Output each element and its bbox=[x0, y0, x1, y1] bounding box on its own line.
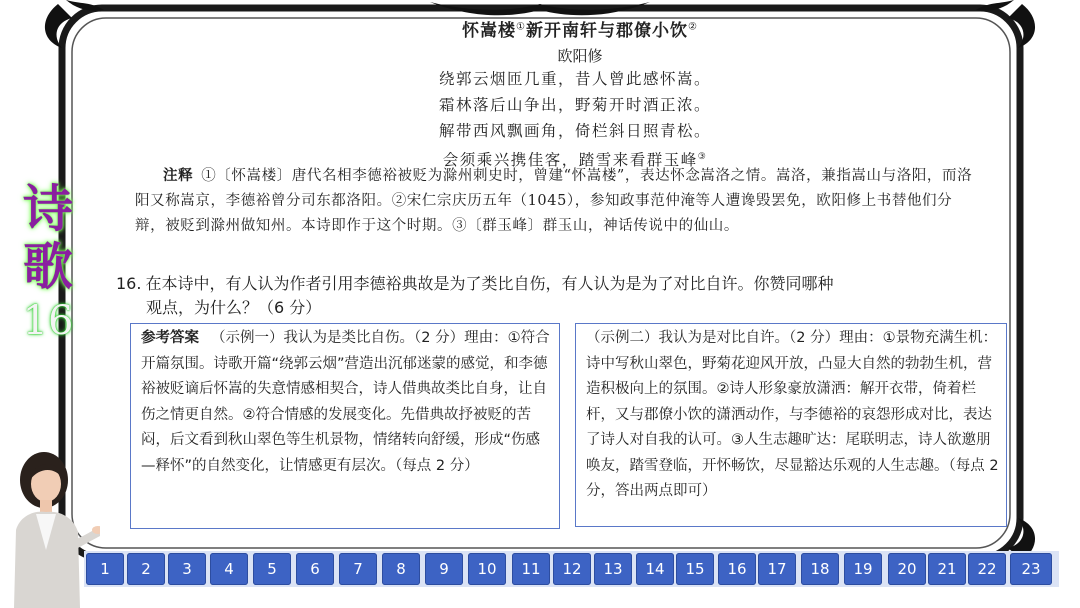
page-button-1[interactable]: 1 bbox=[86, 553, 124, 585]
page-button-23[interactable]: 23 bbox=[1010, 553, 1052, 585]
page-button-9[interactable]: 9 bbox=[425, 553, 463, 585]
answer-box-example-2 bbox=[575, 323, 1007, 527]
poem-title-note-2: ② bbox=[688, 21, 698, 33]
question-text-1: 在本诗中，有人认为作者引用李德裕典故是为了类比自伤，有人认为是为了对比自许。你赞同哪种 bbox=[145, 274, 834, 293]
page-button-5[interactable]: 5 bbox=[253, 553, 291, 585]
page-button-3[interactable]: 3 bbox=[168, 553, 206, 585]
page-button-22[interactable]: 22 bbox=[968, 553, 1006, 585]
poem-line-3: 解带西风飘画角，倚栏斜日照青松。 bbox=[438, 122, 711, 140]
page-button-20[interactable]: 20 bbox=[888, 553, 926, 585]
page-button-11[interactable]: 11 bbox=[512, 553, 550, 585]
page-button-6[interactable]: 6 bbox=[296, 553, 334, 585]
side-title bbox=[18, 180, 78, 346]
notes-label: 注释 bbox=[163, 168, 194, 184]
answer-1-text: （示例一）我认为是类比自伤。（2 分）理由：①符合开篇氛围。诗歌开篇“绕郭云烟”营造出沉郁迷蒙的感觉，和李德裕被贬谪后怀嵩的失意情感相契合，诗人借典故类比自身，让自伤之情更自然。②符合情感的发展变化。先借典故抒被贬的苦闷，后文看到秋山翠色等生机景物，情绪转向舒缓，形成“伤感—释怀”的自然变化，让情感更有层次。（每点 2 分） bbox=[141, 330, 550, 474]
page-button-14[interactable]: 14 bbox=[636, 553, 674, 585]
poem-title bbox=[200, 16, 960, 41]
question-number: 16. bbox=[116, 274, 142, 293]
poem-line-1: 绕郭云烟匝几重，昔人曾此感怀嵩。 bbox=[438, 70, 711, 88]
page-button-13[interactable]: 13 bbox=[594, 553, 632, 585]
page-button-8[interactable]: 8 bbox=[382, 553, 420, 585]
page-button-4[interactable]: 4 bbox=[210, 553, 248, 585]
question-text-2: 观点，为什么？（6 分） bbox=[146, 298, 322, 317]
page-button-21[interactable]: 21 bbox=[928, 553, 966, 585]
page-button-2[interactable]: 2 bbox=[127, 553, 165, 585]
notes-text: ①〔怀嵩楼〕唐代名相李德裕被贬为滁州刺史时，曾建“怀嵩楼”，表达怀念嵩洛之情。嵩洛，兼指嵩山与洛阳，而洛阳又称嵩京，李德裕曾分司东都洛阳。②宋仁宗庆历五年（1045），参知政事范仲淹等人遭谗毁罢免，欧阳修上书替他们分辩，被贬到滁州做知州。本诗即作于这个时期。③〔群玉峰〕群玉山，神话传说中的仙山。 bbox=[135, 168, 973, 234]
side-title-number: 16 bbox=[22, 298, 74, 344]
poem-block bbox=[120, 16, 960, 173]
page-button-19[interactable]: 19 bbox=[844, 553, 882, 585]
page-button-15[interactable]: 15 bbox=[676, 553, 714, 585]
page-button-7[interactable]: 7 bbox=[339, 553, 377, 585]
poem-line-4-note: ③ bbox=[697, 152, 708, 162]
answer-2-text: （示例二）我认为是对比自许。（2 分）理由：①景物充满生机：诗中写秋山翠色，野菊花迎风开放，凸显大自然的勃勃生机，营造积极向上的氛围。②诗人形象豪放潇洒：解开衣带，倚着栏杆，又与郡僚小饮的潇洒动作，与李德裕的哀怨形成对比，表达了诗人对自我的认可。③人生志趣旷达：尾联明志，诗人欲邀朋唤友，踏雪登临，开怀畅饮，尽显豁达乐观的人生志趣。（每点 2 分，答出两点即可） bbox=[586, 330, 999, 499]
page-button-12[interactable]: 12 bbox=[553, 553, 591, 585]
side-title-char-1: 诗 bbox=[23, 180, 73, 238]
poem-title-rest: 新开南轩与郡僚小饮 bbox=[526, 21, 688, 41]
poem-author: 欧阳修 bbox=[557, 47, 603, 65]
side-title-char-2: 歌 bbox=[23, 238, 73, 296]
answer-label: 参考答案 bbox=[141, 330, 199, 346]
answer-box-example-1 bbox=[130, 323, 560, 529]
page-button-18[interactable]: 18 bbox=[801, 553, 839, 585]
poem-title-note-1: ① bbox=[516, 21, 526, 33]
page-button-10[interactable]: 10 bbox=[468, 553, 506, 585]
poem-line-2: 霜林落后山争出，野菊开时酒正浓。 bbox=[438, 96, 711, 114]
poem-line-4-text: 会须乘兴携佳客，踏雪来看群玉峰 bbox=[442, 151, 698, 170]
question-16 bbox=[116, 272, 976, 320]
poem-notes bbox=[135, 164, 975, 239]
page-button-16[interactable]: 16 bbox=[718, 553, 756, 585]
poem-title-text: 怀嵩楼 bbox=[462, 21, 517, 41]
page-button-17[interactable]: 17 bbox=[758, 553, 796, 585]
